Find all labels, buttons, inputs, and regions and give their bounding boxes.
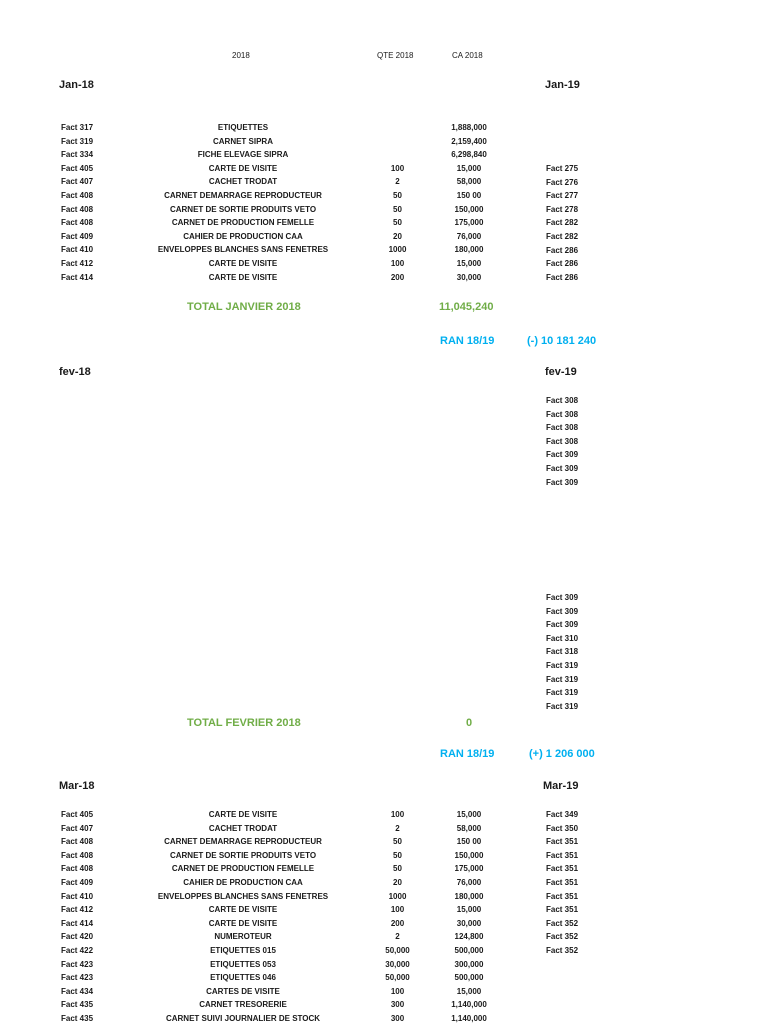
fact-2019-row xyxy=(0,645,768,658)
ran-january-label: RAN 18/19 xyxy=(440,335,495,347)
fact-2019-row xyxy=(0,591,768,604)
invoice-number: Fact 422 xyxy=(61,946,94,955)
fact-2019-row xyxy=(0,189,768,202)
invoice-number-2019: Fact 352 xyxy=(546,918,579,928)
quantity: 200 xyxy=(390,918,405,928)
item-description: CARNET DE SORTIE PRODUITS VETO xyxy=(169,204,317,214)
amount: 175,000 xyxy=(454,218,484,228)
invoice-number-2019: Fact 319 xyxy=(546,674,579,684)
invoice-number-2019: Fact 282 xyxy=(546,218,579,228)
invoice-number-2019: Fact 282 xyxy=(546,232,579,241)
amount: 1,140,000 xyxy=(451,1000,487,1010)
quantity: 50 xyxy=(393,864,402,874)
header-ca: CA 2018 xyxy=(452,51,483,60)
item-description: CARTES DE VISITE xyxy=(206,986,280,996)
quantity: 50,000 xyxy=(385,946,410,955)
amount: 300,000 xyxy=(454,959,484,969)
amount: 15,000 xyxy=(456,163,482,173)
amount: 15,000 xyxy=(456,986,482,996)
invoice-number: Fact 408 xyxy=(61,850,94,860)
item-description: CARNET SUIVI JOURNALIER DE STOCK xyxy=(165,1014,321,1023)
quantity: 50,000 xyxy=(385,973,410,983)
amount: 180,000 xyxy=(454,245,484,255)
invoice-number-2019: Fact 309 xyxy=(546,477,579,487)
fact-2019-row xyxy=(0,605,768,618)
invoice-number: Fact 409 xyxy=(61,878,94,887)
invoice-number: Fact 412 xyxy=(61,259,94,268)
fact-2019-row xyxy=(0,632,768,645)
item-description: ETIQUETTES xyxy=(217,123,269,132)
fact-2019-row xyxy=(0,462,768,475)
invoice-number: Fact 423 xyxy=(61,973,94,983)
header-qty: QTE 2018 xyxy=(377,51,414,60)
total-february-label: TOTAL FEVRIER 2018 xyxy=(187,717,301,729)
quantity: 20 xyxy=(393,231,402,241)
quantity: 100 xyxy=(390,810,405,819)
amount: 76,000 xyxy=(456,878,482,887)
item-description: CACHET TRODAT xyxy=(208,177,278,187)
invoice-number: Fact 414 xyxy=(61,272,94,282)
fact-2019-row xyxy=(0,835,768,848)
total-january-label: TOTAL JANVIER 2018 xyxy=(187,301,301,313)
item-description: CARTE DE VISITE xyxy=(208,810,278,819)
invoice-number: Fact 405 xyxy=(61,810,94,819)
item-description: CARTE DE VISITE xyxy=(208,272,278,282)
invoice-number-2019: Fact 349 xyxy=(546,810,579,819)
invoice-number: Fact 423 xyxy=(61,959,94,969)
fact-2019-row xyxy=(0,435,768,448)
invoice-number: Fact 319 xyxy=(61,136,94,146)
item-description: CARTE DE VISITE xyxy=(208,918,278,928)
invoice-number-2019: Fact 351 xyxy=(546,905,579,915)
item-description: ENVELOPPES BLANCHES SANS FENETRES xyxy=(157,891,329,901)
amount: 124,800 xyxy=(454,932,484,942)
fact-2019-row xyxy=(0,230,768,243)
item-description: CARNET DEMARRAGE REPRODUCTEUR xyxy=(164,837,322,847)
invoice-number-2019: Fact 286 xyxy=(546,245,579,255)
invoice-number-2019: Fact 351 xyxy=(546,891,579,901)
invoice-number-2019: Fact 309 xyxy=(546,450,579,460)
invoice-number-2019: Fact 319 xyxy=(546,661,579,670)
table-row xyxy=(0,135,768,148)
amount: 1,888,000 xyxy=(451,123,487,132)
invoice-number-2019: Fact 277 xyxy=(546,191,579,201)
invoice-number-2019: Fact 308 xyxy=(546,396,579,405)
item-description: CARNET DE PRODUCTION FEMELLE xyxy=(171,864,315,874)
fact-2019-row xyxy=(0,203,768,216)
invoice-number-2019: Fact 352 xyxy=(546,946,579,955)
amount: 500,000 xyxy=(454,946,484,955)
item-description: CARTE DE VISITE xyxy=(208,259,278,268)
fact-2019-row xyxy=(0,216,768,229)
amount: 175,000 xyxy=(454,864,484,874)
month-fev-19: fev-19 xyxy=(545,366,577,378)
fact-2019-row xyxy=(0,659,768,672)
amount: 180,000 xyxy=(454,891,484,901)
month-jan-18: Jan-18 xyxy=(59,79,94,91)
quantity: 50 xyxy=(393,218,402,228)
invoice-number: Fact 405 xyxy=(61,163,94,173)
item-description: CARNET DEMARRAGE REPRODUCTEUR xyxy=(164,191,322,200)
item-description: CARTE DE VISITE xyxy=(208,163,278,173)
invoice-number: Fact 407 xyxy=(61,177,94,187)
ran-january-value: (-) 10 181 240 xyxy=(527,335,597,347)
table-row xyxy=(0,121,768,134)
invoice-number: Fact 317 xyxy=(61,123,94,132)
month-mar-19: Mar-19 xyxy=(543,780,579,792)
amount: 15,000 xyxy=(456,905,482,915)
invoice-number-2019: Fact 351 xyxy=(546,837,579,847)
fact-2019-row xyxy=(0,876,768,889)
amount: 2,159,400 xyxy=(451,136,487,146)
fact-2019-row xyxy=(0,944,768,957)
fact-2019-row xyxy=(0,917,768,930)
amount: 500,000 xyxy=(454,973,484,983)
invoice-number: Fact 410 xyxy=(61,245,94,255)
fact-2019-row xyxy=(0,448,768,461)
invoice-number-2019: Fact 351 xyxy=(546,864,579,874)
item-description: CACHET TRODAT xyxy=(208,823,278,833)
item-description: CARNET DE PRODUCTION FEMELLE xyxy=(171,218,315,228)
item-description: FICHE ELEVAGE SIPRA xyxy=(197,150,289,160)
invoice-number: Fact 420 xyxy=(61,932,94,942)
table-row xyxy=(0,985,768,998)
amount: 1,140,000 xyxy=(451,1014,487,1023)
month-jan-19: Jan-19 xyxy=(545,79,580,91)
quantity: 1000 xyxy=(388,245,407,255)
invoice-number-2019: Fact 351 xyxy=(546,878,579,887)
quantity: 50 xyxy=(393,850,402,860)
quantity: 2 xyxy=(395,177,400,187)
amount: 150 00 xyxy=(456,191,482,200)
fact-2019-row xyxy=(0,421,768,434)
amount: 15,000 xyxy=(456,259,482,268)
quantity: 100 xyxy=(390,905,405,915)
item-description: ETIQUETTES 015 xyxy=(210,946,276,955)
invoice-number-2019: Fact 318 xyxy=(546,647,579,657)
fact-2019-row xyxy=(0,476,768,489)
amount: 15,000 xyxy=(456,810,482,819)
item-description: CAHIER DE PRODUCTION CAA xyxy=(183,231,303,241)
invoice-number-2019: Fact 352 xyxy=(546,932,579,942)
invoice-number: Fact 414 xyxy=(61,918,94,928)
fact-2019-row xyxy=(0,903,768,916)
item-description: CARNET DE SORTIE PRODUITS VETO xyxy=(169,850,317,860)
quantity: 200 xyxy=(390,272,405,282)
quantity: 300 xyxy=(390,1014,405,1023)
invoice-number-2019: Fact 309 xyxy=(546,620,579,630)
table-row xyxy=(0,971,768,984)
item-description: NUMEROTEUR xyxy=(214,932,272,942)
fact-2019-row xyxy=(0,162,768,175)
total-january-value: 11,045,240 xyxy=(439,301,494,313)
quantity: 50 xyxy=(393,837,402,847)
invoice-number: Fact 435 xyxy=(61,1000,94,1010)
invoice-number-2019: Fact 286 xyxy=(546,272,579,282)
quantity: 100 xyxy=(390,259,405,268)
table-row xyxy=(0,1012,768,1025)
invoice-number-2019: Fact 309 xyxy=(546,593,579,602)
item-description: CARNET SIPRA xyxy=(212,136,273,146)
item-description: ENVELOPPES BLANCHES SANS FENETRES xyxy=(157,245,329,255)
fact-2019-row xyxy=(0,930,768,943)
total-february-value: 0 xyxy=(466,717,473,729)
amount: 150 00 xyxy=(456,837,482,847)
item-description: ETIQUETTES 046 xyxy=(210,973,276,983)
invoice-number: Fact 435 xyxy=(61,1014,94,1023)
quantity: 100 xyxy=(390,986,405,996)
invoice-number-2019: Fact 309 xyxy=(546,606,579,616)
amount: 30,000 xyxy=(456,272,482,282)
quantity: 300 xyxy=(390,1000,405,1010)
fact-2019-row xyxy=(0,700,768,713)
amount: 150,000 xyxy=(454,204,484,214)
invoice-number-2019: Fact 319 xyxy=(546,688,579,698)
invoice-number: Fact 412 xyxy=(61,905,94,915)
item-description: CARNET TRESORERIE xyxy=(199,1000,287,1010)
fact-2019-row xyxy=(0,408,768,421)
invoice-number-2019: Fact 310 xyxy=(546,633,579,643)
invoice-number: Fact 334 xyxy=(61,150,94,160)
fact-2019-row xyxy=(0,849,768,862)
amount: 6,298,840 xyxy=(451,150,487,160)
invoice-number: Fact 410 xyxy=(61,891,94,901)
fact-2019-row xyxy=(0,890,768,903)
invoice-number-2019: Fact 278 xyxy=(546,204,579,214)
quantity: 50 xyxy=(393,191,402,200)
fact-2019-row xyxy=(0,862,768,875)
quantity: 2 xyxy=(395,932,400,942)
quantity: 20 xyxy=(393,878,402,887)
invoice-number-2019: Fact 275 xyxy=(546,164,579,173)
invoice-number-2019: Fact 309 xyxy=(546,464,579,473)
table-row xyxy=(0,958,768,971)
item-description: CAHIER DE PRODUCTION CAA xyxy=(183,878,303,887)
amount: 58,000 xyxy=(456,823,482,833)
fact-2019-row xyxy=(0,618,768,631)
invoice-number: Fact 408 xyxy=(61,218,94,228)
invoice-number: Fact 408 xyxy=(61,191,94,200)
invoice-number: Fact 408 xyxy=(61,837,94,847)
fact-2019-row xyxy=(0,271,768,284)
quantity: 30,000 xyxy=(385,959,410,969)
fact-2019-row xyxy=(0,244,768,257)
fact-2019-row xyxy=(0,822,768,835)
item-description: ETIQUETTES 053 xyxy=(210,959,276,969)
ran-february-value: (+) 1 206 000 xyxy=(529,748,595,760)
month-mar-18: Mar-18 xyxy=(59,780,95,792)
header-year: 2018 xyxy=(232,51,250,60)
ran-february-label: RAN 18/19 xyxy=(440,748,495,760)
invoice-number-2019: Fact 319 xyxy=(546,701,579,711)
invoice-number: Fact 434 xyxy=(61,986,94,996)
invoice-number-2019: Fact 351 xyxy=(546,850,579,860)
fact-2019-row xyxy=(0,808,768,821)
month-fev-18: fev-18 xyxy=(59,366,91,378)
quantity: 100 xyxy=(390,163,405,173)
fact-2019-row xyxy=(0,176,768,189)
fact-2019-row xyxy=(0,686,768,699)
quantity: 1000 xyxy=(388,891,407,901)
amount: 150,000 xyxy=(454,850,484,860)
invoice-number-2019: Fact 308 xyxy=(546,436,579,446)
invoice-number: Fact 408 xyxy=(61,204,94,214)
amount: 76,000 xyxy=(456,231,482,241)
quantity: 2 xyxy=(395,823,400,833)
invoice-number-2019: Fact 350 xyxy=(546,823,579,833)
table-row xyxy=(0,998,768,1011)
invoice-number-2019: Fact 308 xyxy=(546,409,579,419)
invoice-number: Fact 408 xyxy=(61,864,94,874)
invoice-number-2019: Fact 286 xyxy=(546,259,579,269)
item-description: CARTE DE VISITE xyxy=(208,905,278,915)
invoice-number-2019: Fact 276 xyxy=(546,177,579,187)
invoice-number: Fact 407 xyxy=(61,823,94,833)
amount: 30,000 xyxy=(456,918,482,928)
quantity: 50 xyxy=(393,204,402,214)
table-row xyxy=(0,148,768,161)
fact-2019-row xyxy=(0,394,768,407)
fact-2019-row xyxy=(0,257,768,270)
invoice-number: Fact 409 xyxy=(61,231,94,241)
fact-2019-row xyxy=(0,673,768,686)
amount: 58,000 xyxy=(456,177,482,187)
invoice-number-2019: Fact 308 xyxy=(546,423,579,433)
